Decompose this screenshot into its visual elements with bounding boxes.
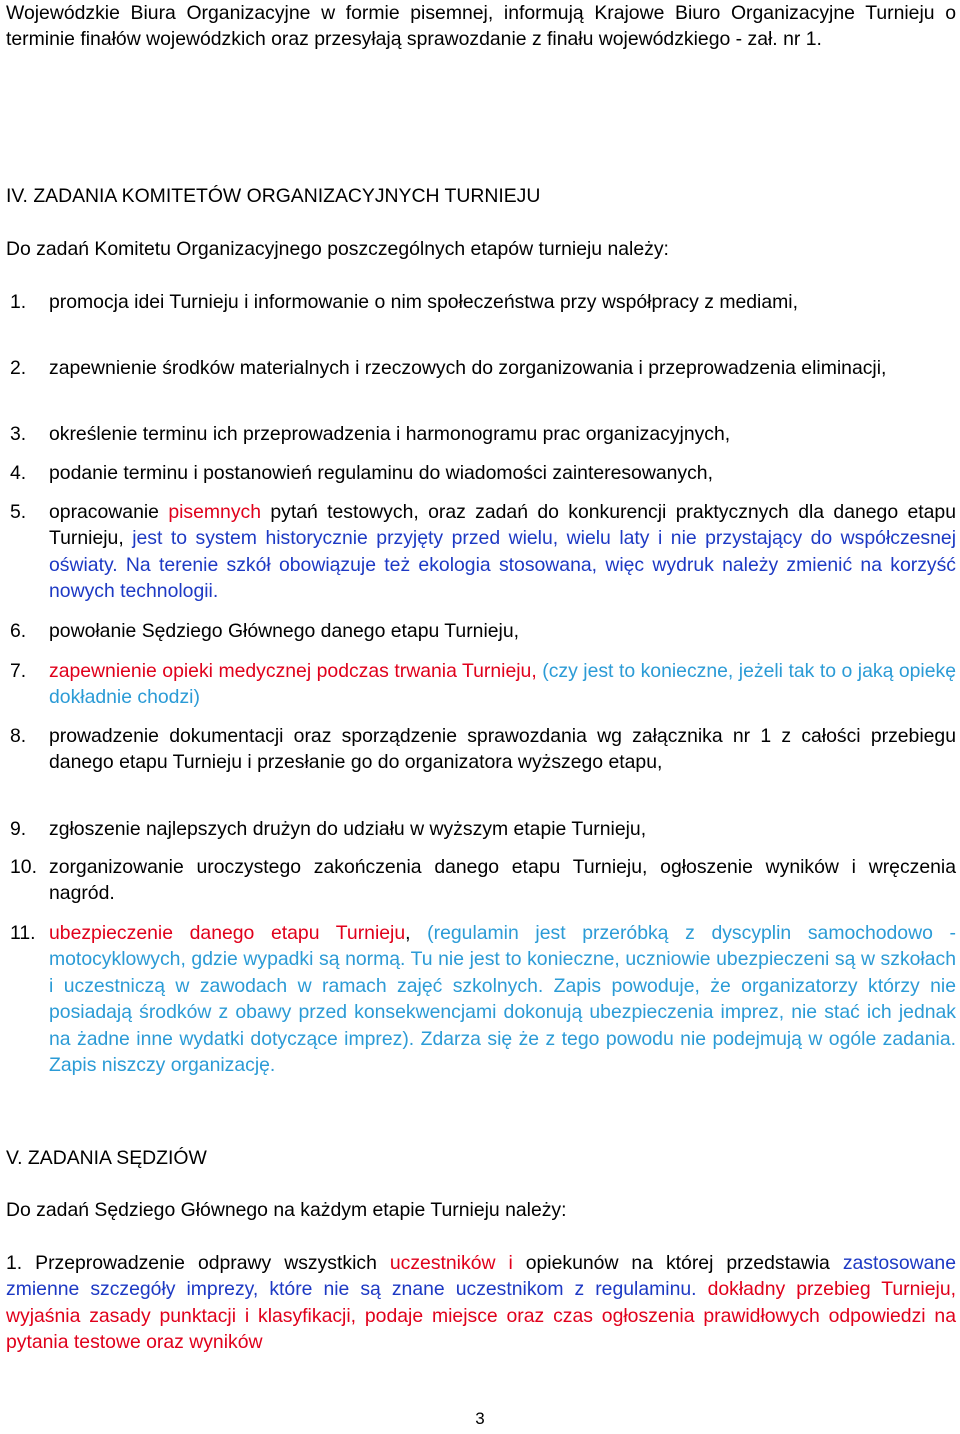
- text-run-red: dokładny przebieg Turnieju, wyjaśnia zasady punktacji i klasyfikacji, podaje miejsce oraz czas ogłoszenia prawidłowych odpowiedzi na pytania testowe oraz wyników: [6, 1278, 956, 1354]
- intro-paragraph: Wojewódzkie Biura Organizacyjne w formie pisemnej, informują Krajowe Biuro Organizacyjne Turnieju o terminie finałów wojewódzkich oraz przesyłają sprawozdanie z finału wojewódzkiego - zał. nr 1.: [6, 2, 956, 51]
- comment-run-blue: jest to system historycznie przyjęty przed wielu, wielu laty i nie przystający do współczesnej oświaty.: [49, 527, 956, 576]
- list-number: 1.: [10, 291, 27, 313]
- list-text: [49, 920, 956, 1078]
- list-text: [49, 499, 956, 605]
- list-text: zorganizowanie uroczystego zakończenia danego etapu Turnieju, ogłoszenie wyników i wręczenia nagród.: [49, 856, 956, 905]
- text-run: [118, 554, 126, 576]
- list-item: [6, 723, 956, 776]
- list-item: [6, 920, 956, 1078]
- list-number: 11.: [10, 922, 36, 944]
- text-run: [697, 1278, 708, 1300]
- list-text: powołanie Sędziego Głównego danego etapu Turnieju,: [49, 620, 520, 642]
- list-item: [6, 355, 956, 381]
- section-v-heading: V. ZADANIA SĘDZIÓW: [6, 1147, 207, 1169]
- list-number: 9.: [10, 818, 27, 840]
- list-number: 3.: [10, 423, 27, 445]
- list-item: [6, 816, 956, 842]
- comment-run-blue: zastosowane zmienne szczegóły imprezy, które nie są znane uczestnikom z regulaminu.: [6, 1252, 956, 1301]
- text-run: ,: [405, 922, 428, 944]
- section-v-lead: Do zadań Sędziego Głównego na każdym etapie Turnieju należy:: [6, 1199, 567, 1221]
- text-run-red: ubezpieczenie danego etapu Turnieju: [49, 922, 406, 944]
- text-run: opracowanie: [49, 501, 169, 523]
- comment-run-blue: Na terenie szkół obowiązuje też ekologia stosowana, więc wydruk należy zmienić na korzyść nowych technologii.: [49, 553, 956, 603]
- section-v-item-1: [6, 1250, 956, 1356]
- page-number: 3: [475, 1409, 485, 1428]
- list-number: 5.: [10, 501, 27, 523]
- list-number: 10.: [10, 856, 37, 878]
- comment-run-cyan: (czy jest to konieczne, jeżeli tak to o jaką opiekę dokładnie chodzi): [49, 660, 956, 709]
- list-text: podanie terminu i postanowień regulaminu do wiadomości zainteresowanych,: [49, 462, 713, 484]
- text-run: 1. Przeprowadzenie odprawy wszystkich: [6, 1252, 390, 1274]
- list-item: [6, 499, 956, 605]
- text-run-red: uczestników i: [389, 1252, 513, 1274]
- list-text: określenie terminu ich przeprowadzenia i harmonogramu prac organizacyjnych,: [49, 423, 731, 445]
- list-text: zapewnienie środków materialnych i rzeczowych do zorganizowania i przeprowadzenia eliminacji,: [49, 357, 887, 379]
- text-run-red: zapewnienie opieki medycznej podczas trwania Turnieju,: [49, 660, 537, 682]
- list-number: 6.: [10, 620, 27, 642]
- list-item: [6, 618, 956, 644]
- list-text: prowadzenie dokumentacji oraz sporządzenie sprawozdania wg załącznika nr 1 z całości przebiegu danego etapu Turnieju i przesłanie go do organizatora wyższego etapu,: [49, 725, 956, 774]
- list-number: 2.: [10, 357, 27, 379]
- list-item: [6, 289, 956, 315]
- section-iv-lead: Do zadań Komitetu Organizacyjnego poszczególnych etapów turnieju należy:: [6, 238, 669, 260]
- list-item: [6, 460, 956, 486]
- list-text: [49, 658, 956, 711]
- list-text: promocja idei Turnieju i informowanie o nim społeczeństwa przy współpracy z mediami,: [49, 291, 799, 313]
- list-item: [6, 421, 956, 447]
- comment-run-cyan: (regulamin jest przeróbką z dyscyplin samochodowo - motocyklowych, gdzie wypadki są normą. Tu nie jest to konieczne, uczniowie ubezpieczeni są w szkołach i uczestniczą w zawodach w ramach zajęć szkolnych. Zapis powoduje, że organizatorzy którzy nie posiadają środków z obawy przed konsekwencjami dokonują ubezpieczenia imprez, nie stać ich jednak na żadne inne wydatki dotyczące imprez). Zdarza się że z tego powodu nie podejmują w ogóle zadania. Zapis niszczy organizację.: [49, 922, 956, 1077]
- text-run: opiekunów na której przedstawia: [512, 1252, 843, 1274]
- text-run-red: pisemnych: [168, 501, 261, 523]
- list-number: 8.: [10, 725, 27, 747]
- list-item: [6, 658, 956, 711]
- section-iv-heading: IV. ZADANIA KOMITETÓW ORGANIZACYJNYCH TURNIEJU: [6, 185, 541, 207]
- list-number: 4.: [10, 462, 27, 484]
- list-item: [6, 854, 956, 907]
- list-number: 7.: [10, 660, 27, 682]
- text-run: pytań testowych, oraz zadań do konkurencji praktycznych dla danego etapu Turnieju,: [49, 501, 957, 550]
- list-text: zgłoszenie najlepszych drużyn do udziału w wyższym etapie Turnieju,: [49, 818, 647, 840]
